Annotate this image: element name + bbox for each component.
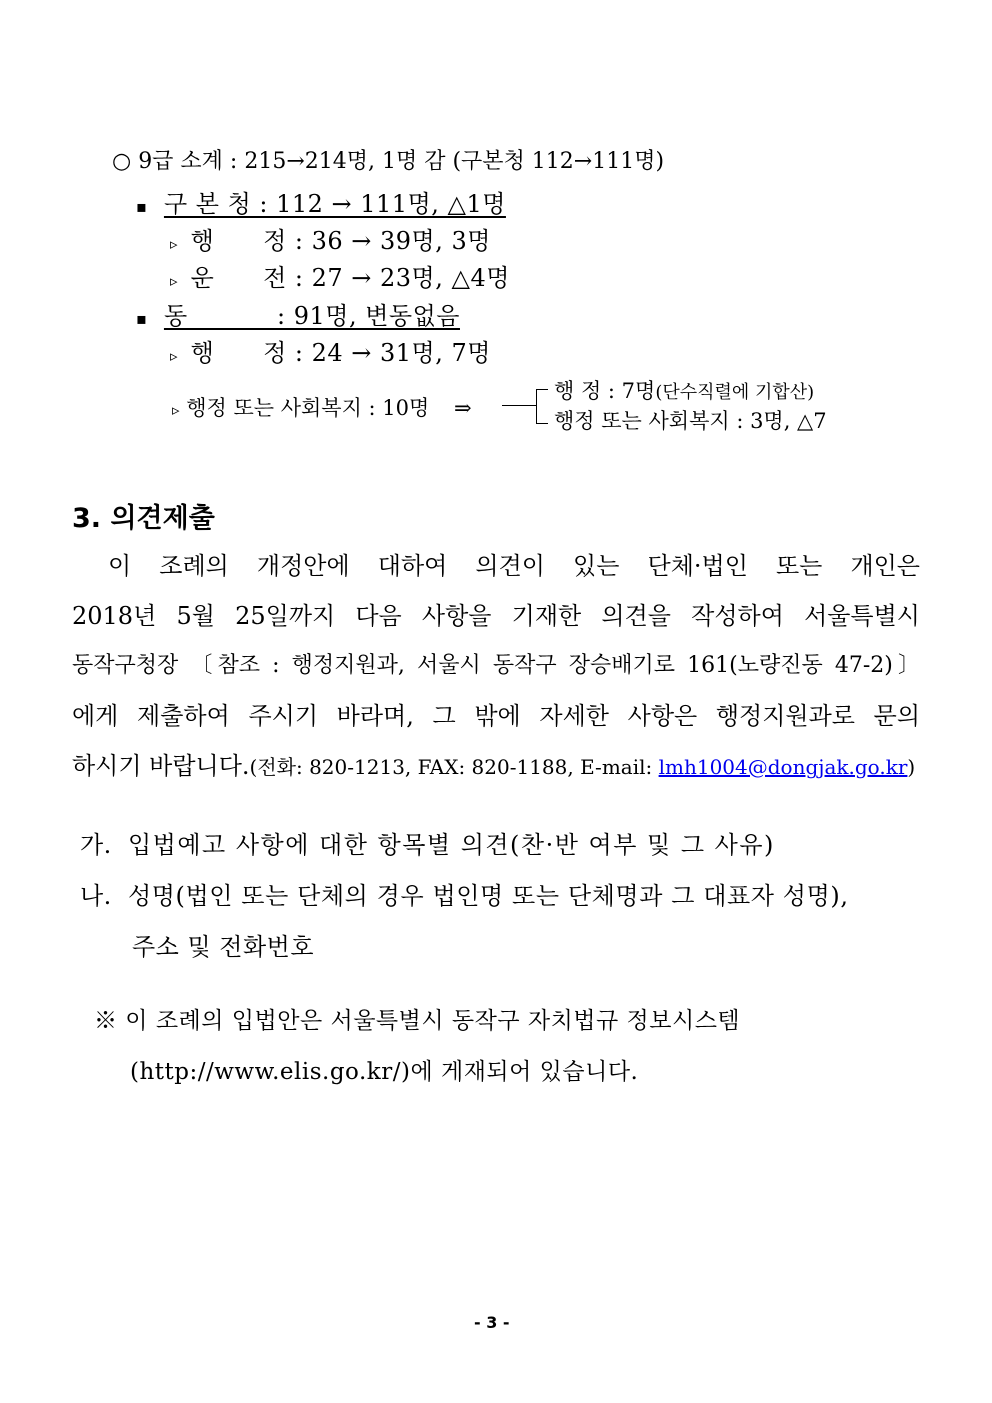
opinion-item-a — [80, 825, 775, 860]
square-bullet-icon: ▪ — [136, 309, 147, 328]
triangle-marker-icon: ▹ — [170, 347, 178, 365]
item-label: 가. — [80, 831, 112, 859]
dong-admin-text: 행 정 : 24 → 31명, 7명 — [190, 339, 491, 367]
branch-admin-main: 행 정 : 7명 — [554, 379, 656, 403]
admin-welfare-text: 행정 또는 사회복지 : 10명 — [186, 396, 430, 420]
note-line-2: (http://www.elis.go.kr/)에 게재되어 있습니다. — [130, 1059, 639, 1085]
branch-bracket — [536, 389, 537, 423]
email-link[interactable]: lmh1004@dongjak.go.kr — [658, 755, 908, 779]
main-office-driving-row — [170, 258, 510, 293]
item-label: 나. — [80, 882, 112, 910]
main-office-row — [136, 184, 506, 219]
branch-connector — [502, 405, 536, 406]
branch-tick-top — [536, 389, 548, 390]
triangle-marker-icon: ▹ — [170, 272, 178, 290]
section-paragraph — [72, 541, 920, 791]
main-office-admin-text: 행 정 : 36 → 39명, 3명 — [190, 227, 491, 255]
main-office-driving-text: 운 전 : 27 → 23명, △4명 — [190, 264, 510, 292]
paragraph-line: 에게 제출하여 주시기 바라며, 그 밖에 자세한 사항은 행정지원과로 문의 — [72, 702, 920, 730]
item-text: 입법예고 사항에 대한 항목별 의견(찬·반 여부 및 그 사유) — [127, 831, 775, 859]
paragraph-last-text: 하시기 바랍니다. — [72, 752, 250, 780]
grade9-total: ○ 9급 소계 : 215→214명, 1명 감 (구본청 112→111명) — [112, 149, 665, 174]
branch-tick-bottom — [536, 423, 548, 424]
dong-row — [136, 296, 460, 331]
admin-welfare-row — [172, 392, 472, 422]
contact-close: ) — [907, 755, 916, 779]
paragraph-line: 2018년 5월 25일까지 다음 사항을 기재한 의견을 작성하여 서울특별시 — [72, 602, 920, 630]
paragraph-line: 이 조례의 개정안에 대하여 의견이 있는 단체·법인 또는 개인은 — [108, 552, 920, 580]
paragraph-line: 동작구청장 〔참조 : 행정지원과, 서울시 동작구 장승배기로 161(노량진동 47-2)〕 — [72, 653, 920, 678]
paragraph-last-line — [72, 741, 920, 791]
contact-info: (전화: 820-1213, FAX: 820-1188, E-mail: — [249, 755, 659, 779]
square-bullet-icon: ▪ — [136, 197, 147, 216]
section-heading: 3. 의견제출 — [72, 503, 215, 534]
branch-admin — [554, 375, 814, 405]
triangle-marker-icon: ▹ — [170, 235, 178, 253]
item-text: 성명(법인 또는 단체의 경우 법인명 또는 단체명과 그 대표자 성명), — [127, 882, 849, 910]
dong-label: 동 : 91명, 변동없음 — [163, 302, 460, 330]
triangle-marker-icon: ▹ — [172, 401, 180, 419]
main-office-admin-row — [170, 221, 491, 256]
opinion-item-b-cont: 주소 및 전화번호 — [132, 933, 315, 961]
branch-admin-note: (단수직렬에 기합산) — [655, 382, 815, 403]
note-line-1: ※ 이 조례의 입법안은 서울특별시 동작구 자치법규 정보시스템 — [94, 1008, 741, 1034]
main-office-label: 구 본 청 : 112 → 111명, △1명 — [163, 190, 506, 218]
dong-admin-row — [170, 333, 491, 368]
branch-welfare: 행정 또는 사회복지 : 3명, △7 — [554, 409, 827, 433]
page-number: - 3 - — [474, 1313, 510, 1332]
opinion-item-b — [80, 876, 920, 911]
arrow-right-icon: ⇒ — [453, 396, 472, 420]
